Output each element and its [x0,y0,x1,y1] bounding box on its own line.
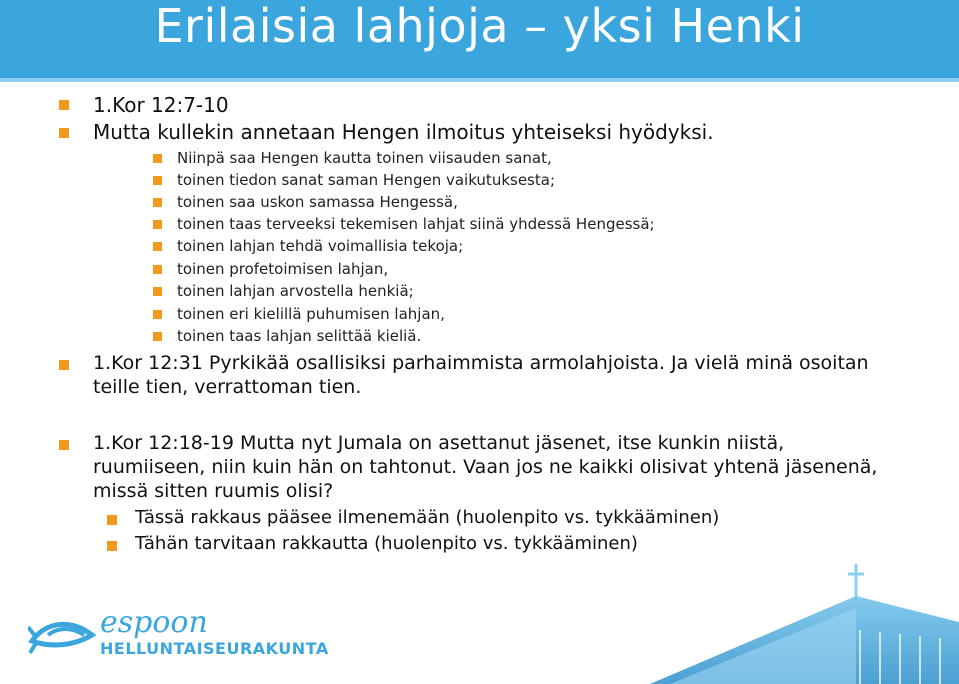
bullet-icon [153,242,162,251]
subitem-text: toinen taas terveeksi tekemisen lahjat siinä yhdessä Hengessä; [177,215,655,233]
item-text: 1.Kor 12:7-10 [93,93,229,117]
logo-main-text: HELLUNTAISEURAKUNTA [100,639,329,658]
verse-text: missä sitten ruumis olisi? [93,480,334,502]
bullet-icon [59,100,69,110]
bullet-icon [107,541,117,551]
item-text: Mutta kullekin annetaan Hengen ilmoitus yhteiseksi hyödyksi. [93,120,714,144]
verse-text: 1.Kor 12:18-19 Mutta nyt Jumala on asettanut jäsenet, itse kunkin niistä, [93,432,785,454]
bullet-icon [153,154,162,163]
verse-text: ruumiiseen, niin kuin hän on tahtonut. Vaan jos ne kaikki olisivat yhtenä jäsenenä, [93,456,878,478]
slide-title: Erilaisia lahjoja – yksi Henki [154,0,805,53]
church-logo [28,605,328,665]
bullet-icon [153,332,162,341]
logo-script-text: espoon [100,605,208,640]
bullet-icon [59,360,69,370]
bullet-icon [153,198,162,207]
subitem-text: toinen lahjan tehdä voimallisia tekoja; [177,237,464,255]
subitem-text: Tähän tarvitaan rakkautta (huolenpito vs. tykkääminen) [135,533,638,554]
bullet-icon [153,310,162,319]
subitem-text: Tässä rakkaus pääsee ilmenemään (huolenpito vs. tykkääminen) [135,507,720,528]
church-illustration [630,560,959,684]
subitem-text: toinen profetoimisen lahjan, [177,260,389,278]
subitem-text: Niinpä saa Hengen kautta toinen viisauden sanat, [177,149,552,167]
bullet-icon [153,220,162,229]
fish-icon [28,613,98,663]
bullet-icon [153,287,162,296]
subitem-text: toinen tiedon sanat saman Hengen vaikutuksesta; [177,171,555,189]
subitem-text: toinen saa uskon samassa Hengessä, [177,193,458,211]
bullet-icon [153,265,162,274]
bullet-icon [59,128,69,138]
bullet-icon [107,515,117,525]
verse-text: 1.Kor 12:31 Pyrkikää osallisiksi parhaimmista armolahjoista. Ja vielä minä osoitan [93,352,869,374]
subitem-text: toinen lahjan arvostella henkiä; [177,282,414,300]
subitem-text: toinen eri kielillä puhumisen lahjan, [177,305,445,323]
bullet-icon [59,440,69,450]
verse-text: teille tien, verrattoman tien. [93,376,362,398]
bullet-icon [153,176,162,185]
subitem-text: toinen taas lahjan selittää kieliä. [177,327,422,345]
